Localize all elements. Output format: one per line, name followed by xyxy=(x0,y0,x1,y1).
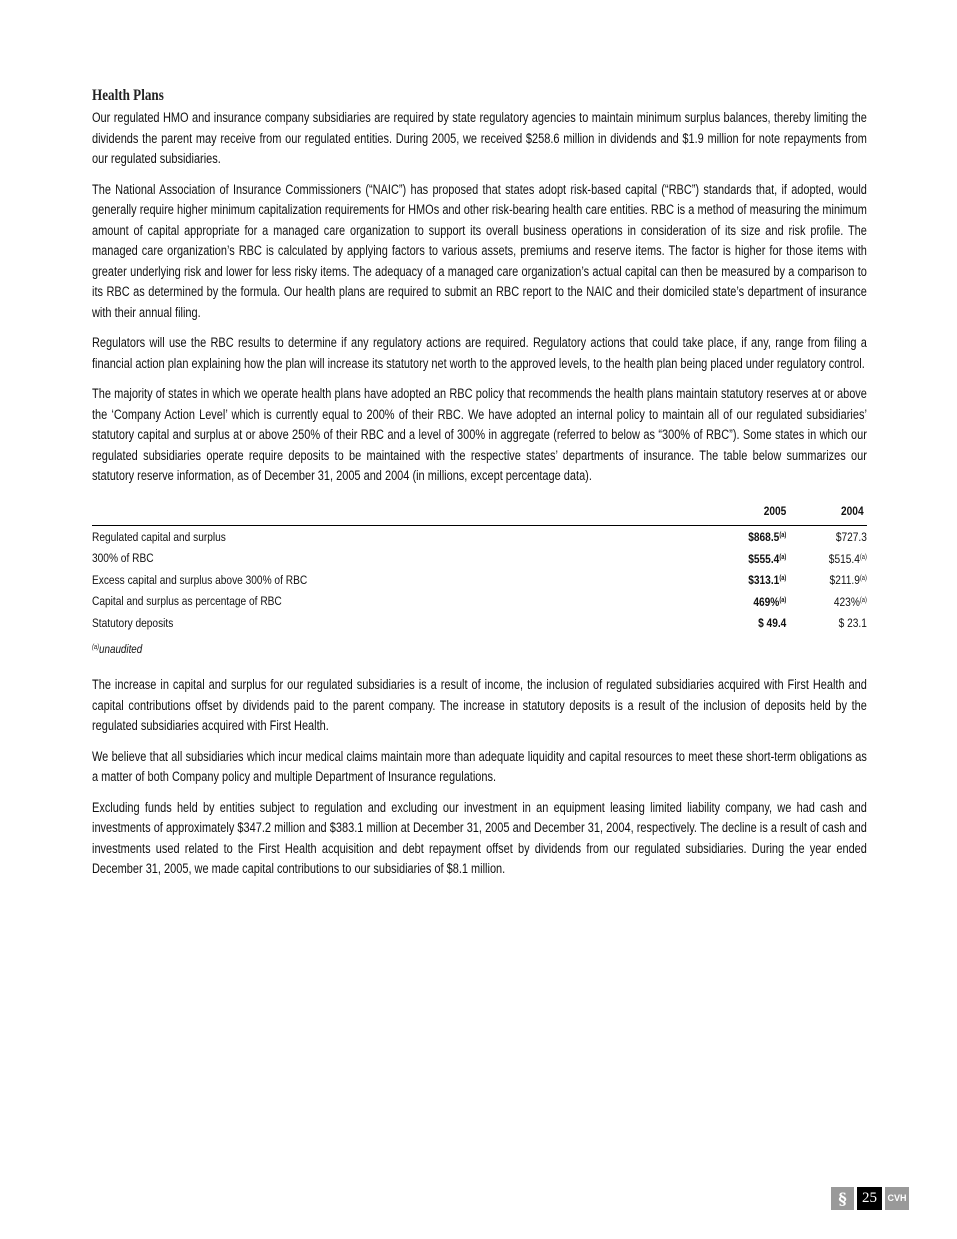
table-row xyxy=(92,548,867,570)
table-row xyxy=(92,569,867,591)
value-2005: 469%$^{(a)}$ xyxy=(753,594,787,609)
value-2004: 423%$^{(a)}$ xyxy=(833,594,867,609)
value-2004: $727.3 xyxy=(835,530,867,544)
value-2005: $868.5$^{(a)}$ xyxy=(748,530,787,544)
row-label: Regulated capital and surplus xyxy=(92,529,226,544)
paragraph: Regulators will use the RBC results to determine if any regulatory actions are required. Regulatory actions that could take place, if any, range from filing a financial action plan explaining how the plan will increase its statutory net worth to the approved levels, to the health plan being placed under regulatory control. xyxy=(92,335,867,371)
paragraph: The majority of states in which we operate health plans have adopted an RBC policy that recommends the health plans maintain statutory reserves at or above the ‘Company Action Level’ which is currently equal to 200% of their RBC. We have adopted an internal policy to maintain all of our regulated subsidiaries’ statutory capital and surplus at or above 250% of their RBC and a level of 300% in aggregate (referred to below as “300% of RBC”). Some states in which our regulated subsidiaries operate require deposits to be maintained with the respective states’ departments of insurance. The table below summarizes our statutory reserve information, as of December 31, 2005 and 2004 (in millions, except percentage data). xyxy=(92,386,867,483)
value-2004: $211.9$^{(a)}$ xyxy=(829,573,867,587)
value-2005: $313.1$^{(a)}$ xyxy=(748,573,787,587)
row-label: Statutory deposits xyxy=(92,615,174,630)
statutory-reserve-table xyxy=(92,497,867,634)
table-header-row xyxy=(92,497,867,526)
paragraph: The National Association of Insurance Commissioners (“NAIC”) has proposed that states adopt risk-based capital (“RBC”) standards that, if adopted, would generally require higher minimum capitalization requirements for HMOs and other risk-bearing health care entities. RBC is a method of measuring the minimum amount of capital appropriate for a managed care organization to support its overall business operations in consideration of its size and risk profile. The managed care organization’s RBC is calculated by applying factors to various assets, premiums and reserve items. The factor is higher for those items with greater underlying risk and lower for less risky items. The adequacy of a managed care organization’s actual capital can then be measured by a comparison to its RBC as determined by the formula. Our health plans are required to submit an RBC report to the NAIC and their domiciled state’s department of insurance with their annual filing. xyxy=(92,181,867,320)
page-footer xyxy=(831,1187,909,1210)
paragraph: The increase in capital and surplus for our regulated subsidiaries is a result of income, the inclusion of regulated subsidiaries acquired with First Health and capital contributions offset by dividends paid to the parent company. The increase in statutory deposits is a result of the inclusion of deposits held by the regulated subsidiaries acquired with First Health. xyxy=(92,677,867,733)
table-footnote: $^{(a)}$unaudited xyxy=(92,641,143,656)
paragraph: We believe that all subsidiaries which incur medical claims maintain more than adequate liquidity and capital resources to meet these short-term obligations as a matter of both Company policy and multiple Department of Insurance regulations. xyxy=(92,748,867,784)
ticker-logo: CVH xyxy=(885,1187,909,1210)
document-body xyxy=(92,86,867,890)
table-row xyxy=(92,591,867,613)
paragraph: Our regulated HMO and insurance company subsidiaries are required by state regulatory agencies to maintain minimum surplus balances, thereby limiting the dividends the parent may receive from our regulated entities. During 2005, we received $258.6 million in dividends and $1.9 million for note repayments from our regulated subsidiaries. xyxy=(92,110,867,166)
table-row xyxy=(92,612,867,634)
col-2004: 2004 xyxy=(786,497,867,526)
table-row xyxy=(92,526,867,548)
value-2004: $ 23.1 xyxy=(838,616,867,630)
row-label: Capital and surplus as percentage of RBC xyxy=(92,594,282,608)
row-label: 300% of RBC xyxy=(92,551,154,565)
company-logo-icon: § xyxy=(831,1187,854,1210)
row-label: Excess capital and surplus above 300% of RBC xyxy=(92,572,308,587)
value-2005: $ 49.4 xyxy=(758,616,787,630)
value-2004: $515.4$^{(a)}$ xyxy=(828,551,867,566)
paragraph: Excluding funds held by entities subject to regulation and excluding our investment in an equipment leasing limited liability company, we had cash and investments of approximately $347.2 million and $383.1 million at December 31, 2005 and December 31, 2004, respectively. The decline is a result of cash and investments used related to the First Health acquisition and debt repayment offset by dividends from our regulated subsidiaries. During the year ended December 31, 2005, we made capital contributions to our subsidiaries of $8.1 million. xyxy=(92,799,867,876)
section-heading: Health Plans xyxy=(92,87,164,104)
col-2005: 2005 xyxy=(709,497,787,526)
page-number: 25 xyxy=(857,1187,882,1210)
value-2005: $555.4$^{(a)}$ xyxy=(748,551,787,566)
